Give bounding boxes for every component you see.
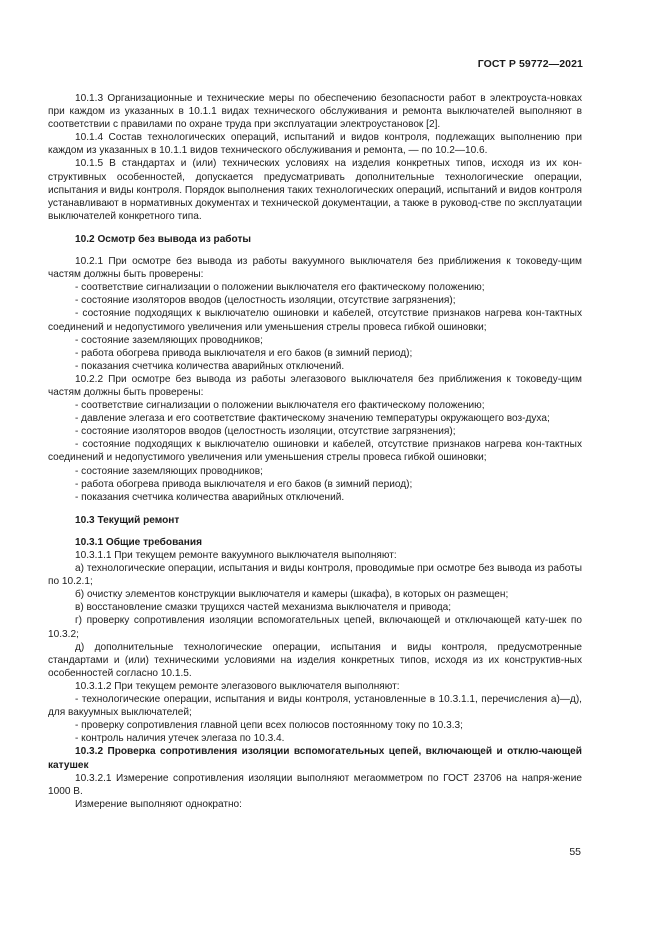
list-item: - показания счетчика количества аварийных отключений. (75, 491, 345, 503)
subsection-heading: 10.3.2 Проверка сопротивления изоляции вспомогательных цепей, включающей и отклю-чающей катушек (48, 746, 582, 771)
paragraph: Измерение выполняют однократно: (75, 798, 242, 810)
paragraph: 10.2.2 При осмотре без вывода из работы элегазового выключателя без приближения к токоведу-щим частям должны быть проверены: (48, 373, 582, 398)
page-number: 55 (569, 846, 581, 858)
paragraph: 10.2.1 При осмотре без вывода из работы вакуумного выключателя без приближения к токоведу-щим частям должны быть проверены: (48, 256, 582, 281)
paragraph: 10.1.3 Организационные и технические меры по обеспечению безопасности работ в электроуста-новках при каждом из указанных в 10.1.1 видах технического обслуживания и ремонта выключателей выполняют в соответствии с правилами по охране труда при эксплуатации электроустановок [2]. (48, 93, 582, 131)
list-item: - показания счетчика количества аварийных отключений. (75, 360, 345, 372)
list-item: - состояние заземляющих проводников; (75, 465, 263, 477)
list-item: - состояние подходящих к выключателю ошиновки и кабелей, отсутствие признаков нагрева кон-тактных соединений и недопустимого увеличения или уменьшения стрелы провеса гибкой ошиновки; (48, 308, 582, 333)
list-item: - соответствие сигнализации о положении выключателя его фактическому положению; (75, 400, 485, 412)
list-item: а) технологические операции, испытания и виды контроля, проводимые при осмотре без вывода из работы по 10.2.1; (48, 563, 582, 588)
section-heading: 10.2 Осмотр без вывода из работы (75, 233, 252, 245)
list-item: - состояние изоляторов вводов (целостность изоляции, отсутствие загрязнения); (75, 295, 456, 307)
list-item: б) очистку элементов конструкции выключателя и камеры (шкафа), в которых он размещен; (75, 589, 509, 601)
paragraph: 10.3.2.1 Измерение сопротивления изоляции выполняют мегаомметром по ГОСТ 23706 на напря-жение 1000 В. (48, 772, 582, 797)
list-item: в) восстановление смазки трущихся частей механизма выключателя и привода; (75, 602, 452, 614)
list-item: - состояние изоляторов вводов (целостность изоляции, отсутствие загрязнения); (75, 426, 456, 438)
list-item: - работа обогрева привода выключателя и его баков (в зимний период); (75, 347, 413, 359)
list-item: - состояние подходящих к выключателю ошиновки и кабелей, отсутствие признаков нагрева кон-тактных соединений и недопустимого увеличения или уменьшения стрелы провеса гибкой ошиновки; (48, 439, 582, 464)
paragraph: 10.1.4 Состав технологических операций, испытаний и видов контроля, подлежащих выполнению при каждом из указанных в 10.1.1 видов технического обслуживания и ремонта, — по 10.2—10.6. (48, 132, 582, 157)
list-item: г) проверку сопротивления изоляции вспомогательных цепей, включающей и отключающей кату-шек по 10.3.2; (48, 615, 582, 640)
list-item: - технологические операции, испытания и виды контроля, установленные в 10.3.1.1, перечисления а)—д), для вакуумных выключателей; (48, 694, 582, 719)
list-item: - соответствие сигнализации о положении выключателя его фактическому положению; (75, 282, 485, 294)
paragraph: 10.3.1.1 При текущем ремонте вакуумного выключателя выполняют: (75, 550, 397, 561)
document-body (48, 92, 582, 811)
list-item: - проверку сопротивления главной цепи всех полюсов постоянному току по 10.3.3; (75, 720, 463, 732)
list-item: - контроль наличия утечек элегаза по 10.3.4. (75, 733, 285, 745)
list-item: - состояние заземляющих проводников; (75, 334, 263, 346)
section-heading: 10.3 Текущий ремонт (75, 514, 180, 526)
paragraph: 10.1.5 В стандартах и (или) технических условиях на изделия конкретных типов, исходя из их кон-структивных особенностей, допускается предусматривать дополнительные технологические операции, испытания и виды контроля. Порядок выполнения таких технологических операций, испытаний и видов контроля устанавливают в нормативных документах и технической документации, а также в руковод-стве по эксплуатации выключателей конкретного типа. (48, 158, 582, 222)
subsection-heading: 10.3.1 Общие требования (75, 536, 202, 548)
list-item: - давление элегаза и его соответствие фактическому значению температуры окружающего воз-духа; (75, 413, 550, 425)
list-item: - работа обогрева привода выключателя и его баков (в зимний период); (75, 478, 413, 490)
list-item: д) дополнительные технологические операции, испытания и виды контроля, предусмотренные стандартами и (или) техническими условиями на изделия конкретных типов, исходя из их конструктив-ных особенностей согласно 10.1.5. (48, 641, 582, 679)
paragraph: 10.3.1.2 При текущем ремонте элегазового выключателя выполняют: (75, 680, 400, 692)
standard-designation: ГОСТ Р 59772—2021 (477, 58, 583, 70)
